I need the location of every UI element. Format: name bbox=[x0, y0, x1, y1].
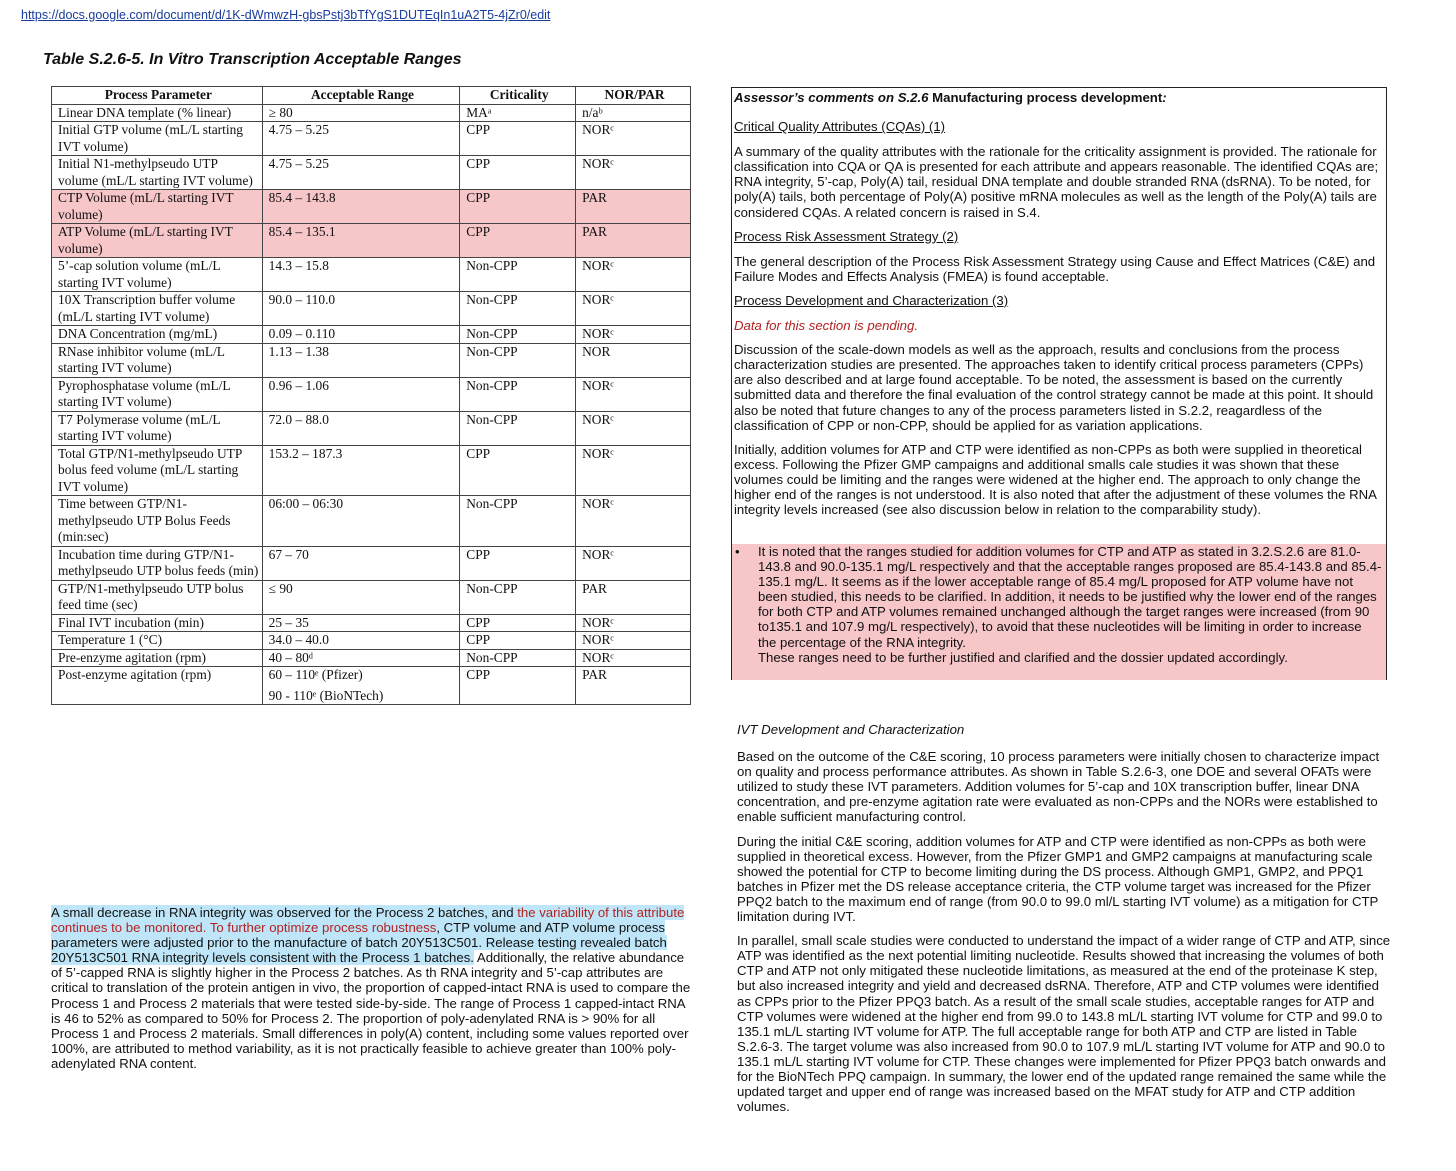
cell-nor-par: NORᶜ bbox=[576, 445, 691, 496]
cell-process-parameter: Post-enzyme agitation (rpm) bbox=[52, 667, 263, 705]
cell-nor-par: PAR bbox=[576, 224, 691, 258]
cell-process-parameter: ATP Volume (mL/L starting IVT volume) bbox=[52, 224, 263, 258]
table-row bbox=[52, 104, 691, 122]
cell-acceptable-range: 0.96 – 1.06 bbox=[262, 377, 460, 411]
cell-process-parameter: 5’-cap solution volume (mL/L starting IVT volume) bbox=[52, 258, 263, 292]
initially-text: Initially, addition volumes for ATP and CTP were identified as non-CPPs as both were supplied in theoretical excess. Following the Pfizer GMP campaigns and additional smalls cale studies it was shown that these volumes could be limiting and the ranges were widened at the higher end. The approach to only change the higher end of the ranges is not understood. It is also noted that after the adjustment of these volumes the RNA integrity levels increased (see also discussion below in relation to the comparability study). bbox=[734, 441, 1377, 518]
table-row bbox=[52, 667, 691, 705]
cell-acceptable-range: 4.75 – 5.25 bbox=[262, 122, 460, 156]
dev-text: Discussion of the scale-down models as well as the approach, results and conclusions from the process characterization studies are presented. The approaches taken to identify critical process parameters (CPPs) are also described and at large found acceptable. To be noted, the assessment is based on the currently submitted data and therefore the final evaluation of the control strategy cannot be made at this point. It should also be noted that future changes to any of the process parameters listed in S.2.2, reagardless of the classification of CPP or non-CPP, should be applied for as variation applications. bbox=[734, 342, 1374, 433]
cell-criticality: Non-CPP bbox=[460, 411, 576, 445]
cell-acceptable-range: 72.0 – 88.0 bbox=[262, 411, 460, 445]
cell-criticality: CPP bbox=[460, 546, 576, 580]
header-process-parameter: Process Parameter bbox=[52, 87, 263, 105]
cell-process-parameter: Pyrophosphatase volume (mL/L starting IVT volume) bbox=[52, 377, 263, 411]
bullet-text: It is noted that the ranges studied for addition volumes for CTP and ATP as stated in 3.2.S.2.6 are 81.0-143.8 and 90.0-135.1 mg/L respectively and that the acceptable ranges proposed are 85.4-143.8 and 85.4-135.1 mg/L. It seems as if the lower acceptable range of 85.4 mg/L proposed for ATP volume have not been studied, this needs to be clarified. In addition, it needs to be justified why the lower end of the ranges for both CTP and ATP volumes remained unchanged although the target ranges were increased (from 90 to135.1 and 107.9 mg/L respectively), to avoid that these nucleotides will be limiting in order to increase the percentage of the RNA integrity. bbox=[758, 544, 1382, 650]
cell-nor-par: NORᶜ bbox=[576, 122, 691, 156]
assessor-comments-box bbox=[731, 87, 1387, 680]
cell-process-parameter: Temperature 1 (°C) bbox=[52, 632, 263, 650]
paragraph-rest: Additionally, the relative abundance of 5’-capped RNA is slightly higher in the Process 2 batches. As th RNA integrity and 5’-cap attributes are critical to translation of the protein antigen in vivo, the proportion of capped-intact RNA is used to compare the Process 1 and Process 2 materials that were tested side-by-side. The range of Process 1 capped-intact RNA is 46 to 52% as compared to 50% for Process 2. The proportion of poly-adenylated RNA is > 90% for all Process 1 and Process 2 materials. Small differences in poly(A) content, including some values reported over 100%, are attributed to method variability, as it is not practically feasible to achieve greater than 100% poly-adenylated RNA content. bbox=[51, 950, 691, 1071]
process-comparison-paragraph bbox=[51, 905, 697, 1071]
cell-criticality: CPP bbox=[460, 632, 576, 650]
ivt-paragraph-1: Based on the outcome of the C&E scoring, 10 process parameters were initially chosen to characterize impact on quality and process performance attributes. As shown in Table S.2.6-3, one DOE and several OFATs were utilized to study these IVT parameters. Addition volumes for 5’-cap and 10X transcription buffer, linear DNA concentration, and pre-enzyme agitation rate were evaluated as non-CPPs and the NORs were established to enable sufficient manufacturing control. bbox=[737, 749, 1380, 825]
table-row bbox=[52, 326, 691, 344]
cell-criticality: Non-CPP bbox=[460, 258, 576, 292]
table-row bbox=[52, 411, 691, 445]
header-acceptable-range: Acceptable Range bbox=[262, 87, 460, 105]
highlighted-red-text: the variability of this attribute continues to be monitored. To further optimize process robustness bbox=[51, 905, 685, 936]
risk-heading: Process Risk Assessment Strategy (2) bbox=[734, 228, 959, 244]
cell-nor-par: NORᶜ bbox=[576, 614, 691, 632]
cell-criticality: Non-CPP bbox=[460, 343, 576, 377]
assessor-heading: Assessor’s comments on S.2.6 Manufacturing process development: bbox=[734, 90, 1167, 105]
cell-acceptable-range: ≥ 80 bbox=[262, 104, 460, 122]
ivt-ranges-table bbox=[51, 86, 691, 705]
ivt-development-section bbox=[737, 722, 1391, 1123]
cell-nor-par: NORᶜ bbox=[576, 496, 691, 547]
cell-nor-par: n/aᵇ bbox=[576, 104, 691, 122]
cell-nor-par: NOR bbox=[576, 343, 691, 377]
table-row bbox=[52, 377, 691, 411]
cell-process-parameter: 10X Transcription buffer volume (mL/L starting IVT volume) bbox=[52, 292, 263, 326]
cell-acceptable-range: 85.4 – 135.1 bbox=[262, 224, 460, 258]
cell-nor-par: NORᶜ bbox=[576, 156, 691, 190]
dev-heading: Process Development and Characterization (3) bbox=[734, 292, 1009, 308]
cell-criticality: Non-CPP bbox=[460, 649, 576, 667]
cell-acceptable-range: 1.13 – 1.38 bbox=[262, 343, 460, 377]
cell-process-parameter: Initial N1-methylpseudo UTP volume (mL/L starting IVT volume) bbox=[52, 156, 263, 190]
cell-acceptable-range: 34.0 – 40.0 bbox=[262, 632, 460, 650]
cell-acceptable-range: 14.3 – 15.8 bbox=[262, 258, 460, 292]
cell-nor-par: NORᶜ bbox=[576, 632, 691, 650]
cell-process-parameter: Final IVT incubation (min) bbox=[52, 614, 263, 632]
cell-criticality: CPP bbox=[460, 667, 576, 705]
ivt-section-heading: IVT Development and Characterization bbox=[737, 722, 965, 737]
ivt-paragraph-2: During the initial C&E scoring, addition volumes for ATP and CTP were identified as non-CPPs as both were supplied in theoretical excess. However, from the Pfizer GMP1 and GMP2 campaigns at manufacturing scale showed the potential for CTP to become limiting during the DS process. Although GMP1, GMP2, and PPQ1 batches in Pfizer met the DS release acceptance criteria, the CTP volume target was increased for the Pfizer PPQ2 batch to the maximum end of range (from 90.0 to 99.0 ml/L starting IVT volume) as a mitigation for CTP limitation during IVT. bbox=[737, 833, 1379, 925]
table-row bbox=[52, 190, 691, 224]
cell-nor-par: PAR bbox=[576, 190, 691, 224]
bullet-icon: • bbox=[735, 544, 740, 559]
table-row bbox=[52, 580, 691, 614]
table-row bbox=[52, 258, 691, 292]
table-row bbox=[52, 649, 691, 667]
cell-acceptable-range: 90.0 – 110.0 bbox=[262, 292, 460, 326]
cell-process-parameter: Total GTP/N1-methylpseudo UTP bolus feed volume (mL/L starting IVT volume) bbox=[52, 445, 263, 496]
pending-note: Data for this section is pending. bbox=[734, 318, 918, 334]
table-row bbox=[52, 614, 691, 632]
cell-process-parameter: Pre-enzyme agitation (rpm) bbox=[52, 649, 263, 667]
table-row bbox=[52, 632, 691, 650]
cell-process-parameter: Initial GTP volume (mL/L starting IVT volume) bbox=[52, 122, 263, 156]
table-row bbox=[52, 224, 691, 258]
table-row bbox=[52, 343, 691, 377]
header-criticality: Criticality bbox=[460, 87, 576, 105]
table-header-row bbox=[52, 87, 691, 105]
cell-criticality: CPP bbox=[460, 224, 576, 258]
cell-acceptable-range: 0.09 – 0.110 bbox=[262, 326, 460, 344]
cell-process-parameter: Linear DNA template (% linear) bbox=[52, 104, 263, 122]
table-row bbox=[52, 496, 691, 547]
cell-process-parameter: Time between GTP/N1-methylpseudo UTP Bolus Feeds (min:sec) bbox=[52, 496, 263, 547]
cell-acceptable-range: 153.2 – 187.3 bbox=[262, 445, 460, 496]
table-row bbox=[52, 445, 691, 496]
cell-process-parameter: GTP/N1-methylpseudo UTP bolus feed time (sec) bbox=[52, 580, 263, 614]
cell-nor-par: NORᶜ bbox=[576, 411, 691, 445]
cell-process-parameter: RNase inhibitor volume (mL/L starting IVT volume) bbox=[52, 343, 263, 377]
cell-criticality: Non-CPP bbox=[460, 292, 576, 326]
cell-criticality: CPP bbox=[460, 614, 576, 632]
cell-acceptable-range: ≤ 90 bbox=[262, 580, 460, 614]
cqa-heading: Critical Quality Attributes (CQAs) (1) bbox=[734, 119, 946, 135]
table-title: Table S.2.6-5. In Vitro Transcription Acceptable Ranges bbox=[43, 51, 462, 68]
ivt-paragraph-3: In parallel, small scale studies were conducted to understand the impact of a wider range of CTP and ATP, since ATP was identified as the next potential limiting nucleotide. Results showed that increasing the volumes of both CTP and ATP not only mitigated these nucleotide limitations, as measured at the end of the proteinase K step, but also increased integrity and yield and decreased dsRNA. Therefore, ATP and CTP volumes were identified as CPPs prior to the Pfizer PPQ3 batch. As a result of the small scale studies, acceptable ranges for ATP and CTP volumes were widened at the higher end from 99.0 to 143.8 mL/L starting IVT volume for CTP and 99.0 to 135.1 mL/L starting IVT volume for ATP. The full acceptable range for both ATP and CTP are listed in Table S.2.6-3. The target volume was also increased from 90.0 to 107.9 mL/L starting IVT volume for ATP and 90.0 to 135.1 mL/L starting IVT volume for CTP. These changes were implemented for Pfizer PPQ3 batch onwards and for the BioNTech PPQ campaign. In summary, the lower end of the updated range remained the same while the updated target and upper end of range was increased based on the MFAT study for ATP and CTP addition volumes. bbox=[737, 933, 1391, 1115]
table-row bbox=[52, 546, 691, 580]
cell-nor-par: NORᶜ bbox=[576, 649, 691, 667]
table-row bbox=[52, 156, 691, 190]
table-row bbox=[52, 122, 691, 156]
cell-nor-par: PAR bbox=[576, 580, 691, 614]
cell-nor-par: NORᶜ bbox=[576, 377, 691, 411]
cell-nor-par: NORᶜ bbox=[576, 292, 691, 326]
document-url-link[interactable]: https://docs.google.com/document/d/1K-dWmwzH-gbsPstj3bTfYgS1DUTEqIn1uA2T5-4jZr0/edit bbox=[21, 8, 551, 22]
cell-criticality: MAᵃ bbox=[460, 104, 576, 122]
cell-criticality: CPP bbox=[460, 445, 576, 496]
table-row bbox=[52, 292, 691, 326]
highlighted-concern-bullet bbox=[732, 544, 1386, 680]
cell-acceptable-range: 67 – 70 bbox=[262, 546, 460, 580]
cell-process-parameter: CTP Volume (mL/L starting IVT volume) bbox=[52, 190, 263, 224]
cell-acceptable-range: 4.75 – 5.25 bbox=[262, 156, 460, 190]
cell-criticality: CPP bbox=[460, 190, 576, 224]
cell-criticality: Non-CPP bbox=[460, 580, 576, 614]
cell-process-parameter: Incubation time during GTP/N1-methylpseudo UTP bolus feeds (min) bbox=[52, 546, 263, 580]
cell-process-parameter: DNA Concentration (mg/mL) bbox=[52, 326, 263, 344]
cell-criticality: CPP bbox=[460, 122, 576, 156]
cell-nor-par: PAR bbox=[576, 667, 691, 705]
cell-process-parameter: T7 Polymerase volume (mL/L starting IVT volume) bbox=[52, 411, 263, 445]
cell-acceptable-range: 60 – 110ᵉ (Pfizer) 90 - 110ᵉ (BioNTech) bbox=[262, 667, 460, 705]
cell-criticality: Non-CPP bbox=[460, 496, 576, 547]
highlighted-text: A small decrease in RNA integrity was observed for the Process 2 batches, and the variability of this attribute continues to be monitored. To further optimize process robustness, CTP volume and ATP volume process parameters were adjusted prior to the manufacture of batch 20Y513C501. Release testing revealed batch 20Y513C501 RNA integrity levels consistent with the Process 1 batches. bbox=[51, 905, 685, 966]
cell-nor-par: NORᶜ bbox=[576, 258, 691, 292]
cell-nor-par: NORᶜ bbox=[576, 546, 691, 580]
cell-criticality: Non-CPP bbox=[460, 377, 576, 411]
cqa-text: A summary of the quality attributes with the rationale for the criticality assignment is provided. The rationale for classification into CQA or QA is presented for each attribute and appears reasonable. The identified CQAs are; RNA integrity, 5’-cap, Poly(A) tail, residual DNA template and double stranded RNA (dsRNA). To be noted, for poly(A) tails, both percentage of Poly(A) positive mRNA molecules as well as the length of the Poly(A) tails are considered CQAs. A related concern is raised in S.4. bbox=[734, 144, 1379, 220]
cell-criticality: CPP bbox=[460, 156, 576, 190]
cell-nor-par: NORᶜ bbox=[576, 326, 691, 344]
cell-acceptable-range: 25 – 35 bbox=[262, 614, 460, 632]
bullet-text-conclusion: These ranges need to be further justified and clarified and the dossier updated accordingly. bbox=[758, 649, 1288, 665]
header-nor-par: NOR/PAR bbox=[576, 87, 691, 105]
cell-acceptable-range: 40 – 80ᵈ bbox=[262, 649, 460, 667]
cell-criticality: Non-CPP bbox=[460, 326, 576, 344]
cell-acceptable-range: 85.4 – 143.8 bbox=[262, 190, 460, 224]
cell-acceptable-range: 06:00 – 06:30 bbox=[262, 496, 460, 547]
risk-text: The general description of the Process Risk Assessment Strategy using Cause and Effect Matrices (C&E) and Failure Modes and Effects Analysis (FMEA) is found acceptable. bbox=[734, 253, 1376, 284]
